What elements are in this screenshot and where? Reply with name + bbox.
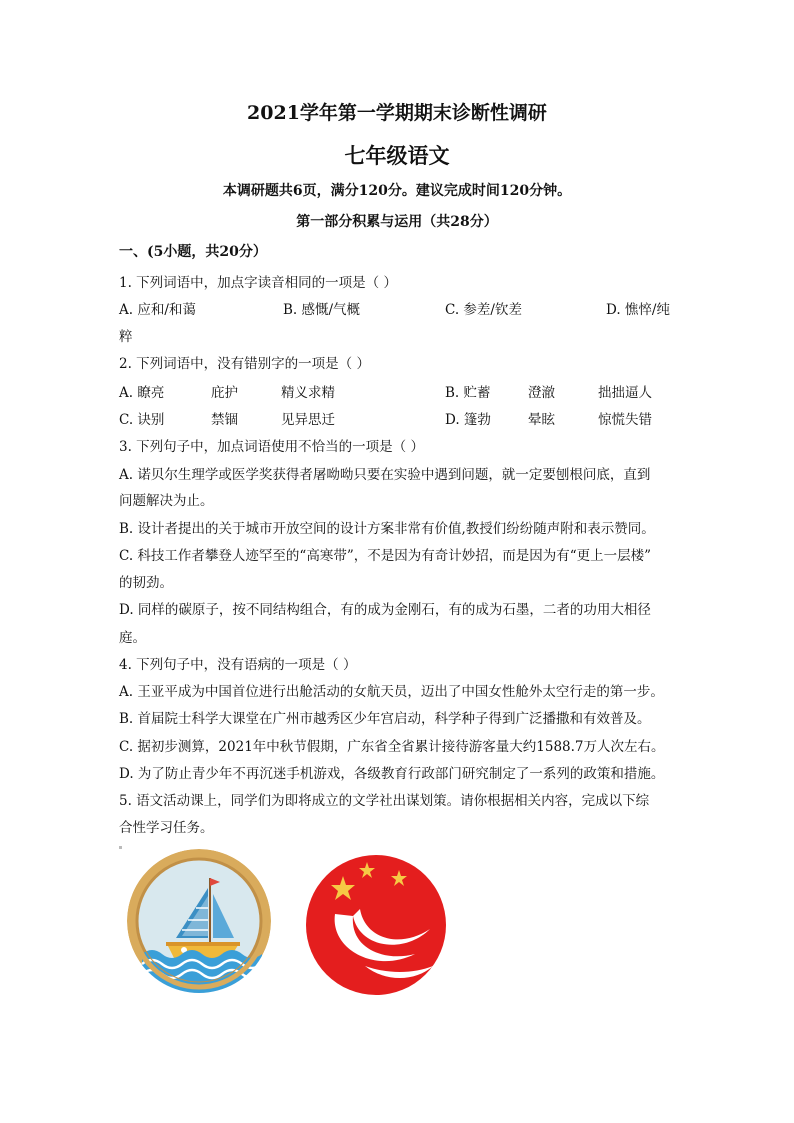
q1-option-d-continued: 粹 xyxy=(119,329,133,345)
q2-option-c-word3: 见异思迁 xyxy=(281,412,335,428)
q2-stem: 2. 下列词语中，没有错别字的一项是（ ） xyxy=(119,356,370,372)
q1-stem: 1. 下列词语中，加点字读音相同的一项是（ ） xyxy=(119,275,397,291)
q2-option-d-word2: 晕眩 xyxy=(528,412,555,428)
q5-stem-line1: 5. 语文活动课上，同学们为即将成立的文学社出谋划策。请你根据相关内容，完成以下综 xyxy=(119,793,650,809)
q2-option-a-word3: 精义求精 xyxy=(281,385,335,401)
q1-option-a: A. 应和/和蔼 xyxy=(119,302,196,318)
q3-option-b: B. 设计者提出的关于城市开放空间的设计方案非常有价值,教授们纷纷随声附和表示赞同。 xyxy=(119,521,655,537)
q3-option-a-line1: A. 诺贝尔生理学或医学奖获得者屠呦呦只要在实验中遇到问题，就一定要刨根问底，直到 xyxy=(119,467,651,483)
q3-option-a-line2: 问题解决为止。 xyxy=(119,493,214,509)
exam-title: 2021学年第一学期期末诊断性调研 xyxy=(247,102,547,124)
q4-stem: 4. 下列句子中，没有语病的一项是（ ） xyxy=(119,657,357,673)
star-swoosh-logo-icon xyxy=(305,854,447,996)
exam-info: 本调研题共6页，满分120分。建议完成时间120分钟。 xyxy=(222,183,572,199)
q3-stem: 3. 下列句子中，加点词语使用不恰当的一项是（ ） xyxy=(119,439,424,455)
q3-option-c-line1: C. 科技工作者攀登人迹罕至的“高寒带”，不是因为有奇计妙招，而是因为有“更上一层楼” xyxy=(119,548,652,564)
q2-option-d-word1: D. 篷勃 xyxy=(445,412,491,428)
q2-option-c-word1: C. 诀别 xyxy=(119,412,165,428)
q1-option-b: B. 感慨/气概 xyxy=(283,302,361,318)
q4-option-c: C. 据初步测算，2021年中秋节假期，广东省全省累计接待游客量大约1588.7万人次左右。 xyxy=(119,739,665,755)
q4-option-d: D. 为了防止青少年不再沉迷手机游戏，各级教育行政部门研究制定了一系列的政策和措施。 xyxy=(119,766,665,782)
q4-option-a: A. 王亚平成为中国首位进行出舱活动的女航天员，迈出了中国女性舱外太空行走的第一步。 xyxy=(119,684,664,700)
section-heading: 一、(5小题，共20分） xyxy=(119,244,267,260)
q1-option-c: C. 参差/钦差 xyxy=(445,302,522,318)
q2-option-c-word2: 禁锢 xyxy=(211,412,238,428)
q5-stem-line2: 合性学习任务。 xyxy=(119,820,214,836)
q3-option-d-line2: 庭。 xyxy=(119,630,146,646)
q3-option-d-line1: D. 同样的碳原子，按不同结构组合，有的成为金刚石，有的成为石墨，二者的功用大相径 xyxy=(119,602,651,618)
q1-option-d: D. 憔悴/纯 xyxy=(606,302,670,318)
q3-option-c-line2: 的韧劲。 xyxy=(119,575,173,591)
sailboat-logo-icon xyxy=(122,846,276,996)
q2-option-a-word2: 庇护 xyxy=(211,385,238,401)
q2-option-a-word1: A. 瞭亮 xyxy=(119,385,165,401)
part-heading: 第一部分积累与运用（共28分） xyxy=(296,214,498,230)
q2-option-d-word3: 惊慌失错 xyxy=(598,412,652,428)
q2-option-b-word2: 澄澈 xyxy=(528,385,555,401)
exam-subtitle: 七年级语文 xyxy=(344,143,450,168)
q2-option-b-word1: B. 贮蓄 xyxy=(445,385,491,401)
q4-option-b: B. 首届院士科学大课堂在广州市越秀区少年宫启动，科学种子得到广泛播撒和有效普及。 xyxy=(119,711,651,727)
q2-option-b-word3: 拙拙逼人 xyxy=(598,385,652,401)
